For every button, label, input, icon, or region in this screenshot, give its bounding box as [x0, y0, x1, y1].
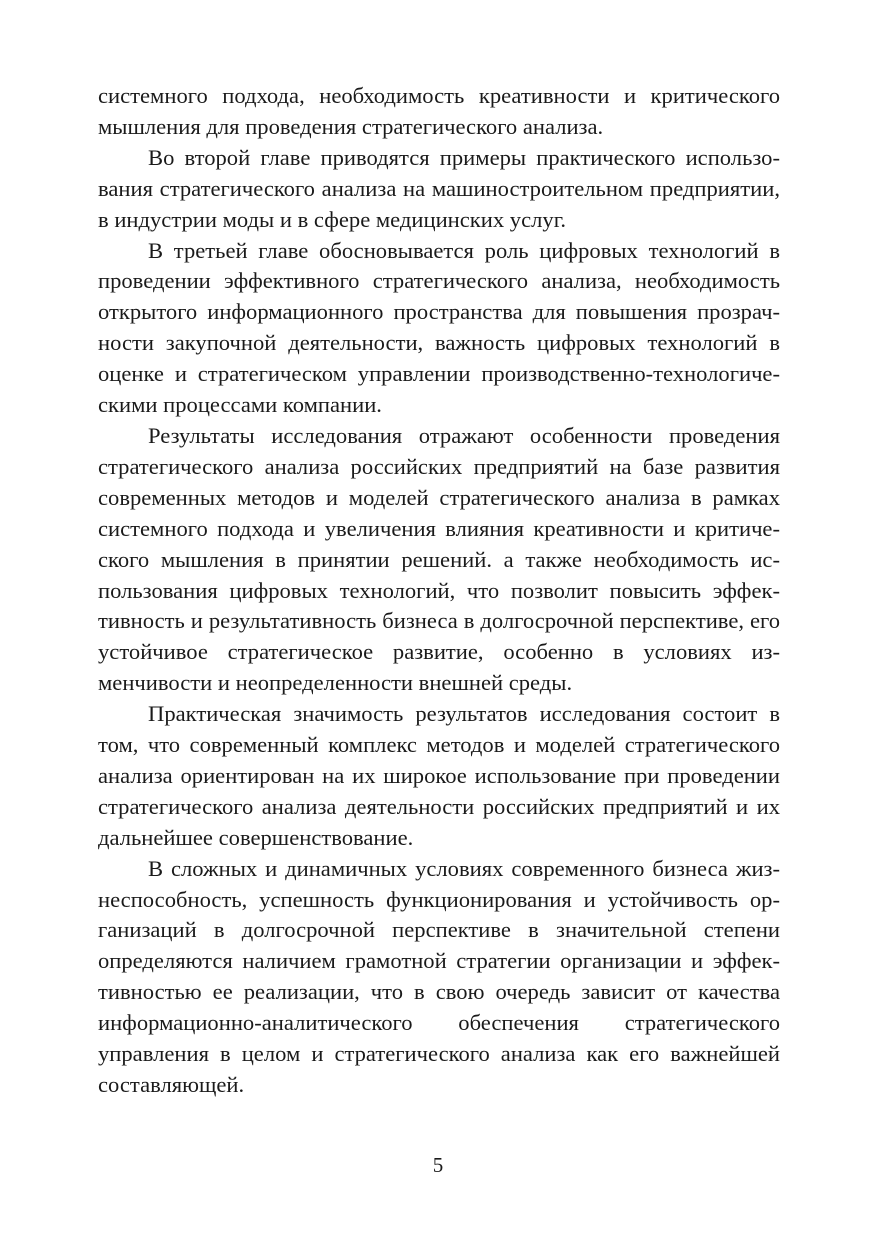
paragraph-continuation: системного подхода, необходимость креативности и критического мышления для проведения стратегического анализа. [98, 83, 780, 139]
paragraph-second-chapter: Во второй главе приводятся примеры практического использования стратегического анализа на машиностроительном предприятии, в индустрии моды и в сфере медицинских услуг. [98, 144, 780, 232]
paragraph-results: Результаты исследования отражают особенности проведения стратегического анализа российских предприятий на базе развития современных методов и моделей стратегического анализа в рамках системного подхода и увеличения влияния креативности и критического мышления в принятии решений. а также необходимость использования цифровых технологий, что позволит повысить эффективность и результативность бизнеса в долгосрочной перспективе, его устойчивое стратегическое развитие, особенно в условиях изменчивости и неопределенности внешней среды. [98, 422, 780, 696]
paragraph-conclusion: В сложных и динамичных условиях современного бизнеса жизнеспособность, успешность функционирования и устойчивость организаций в долгосрочной перспективе в значительной степени определяются наличием грамотной стратегии организации и эффективностью ее реализации, что в свою очередь зависит от качества информационно-аналитического обеспечения стратегического управления в целом и стратегического анализа как его важнейшей составляющей. [98, 855, 780, 1097]
paragraph-third-chapter: В третьей главе обосновывается роль цифровых технологий в проведении эффективного стратегического анализа, необходимость открытого информационного пространства для повышения прозрачности закупочной деятельности, важность цифровых технологий в оценке и стратегическом управлении производственно-технологическими процессами компании. [98, 237, 780, 418]
page-number: 5 [432, 1153, 444, 1177]
body-text [98, 81, 780, 1101]
paragraph-practical-significance: Практическая значимость результатов исследования состоит в том, что современный комплекс методов и моделей стратегического анализа ориентирован на их широкое использование при проведении стратегического анализа деятельности российских предприятий и их дальнейшее совершенствование. [98, 701, 780, 850]
